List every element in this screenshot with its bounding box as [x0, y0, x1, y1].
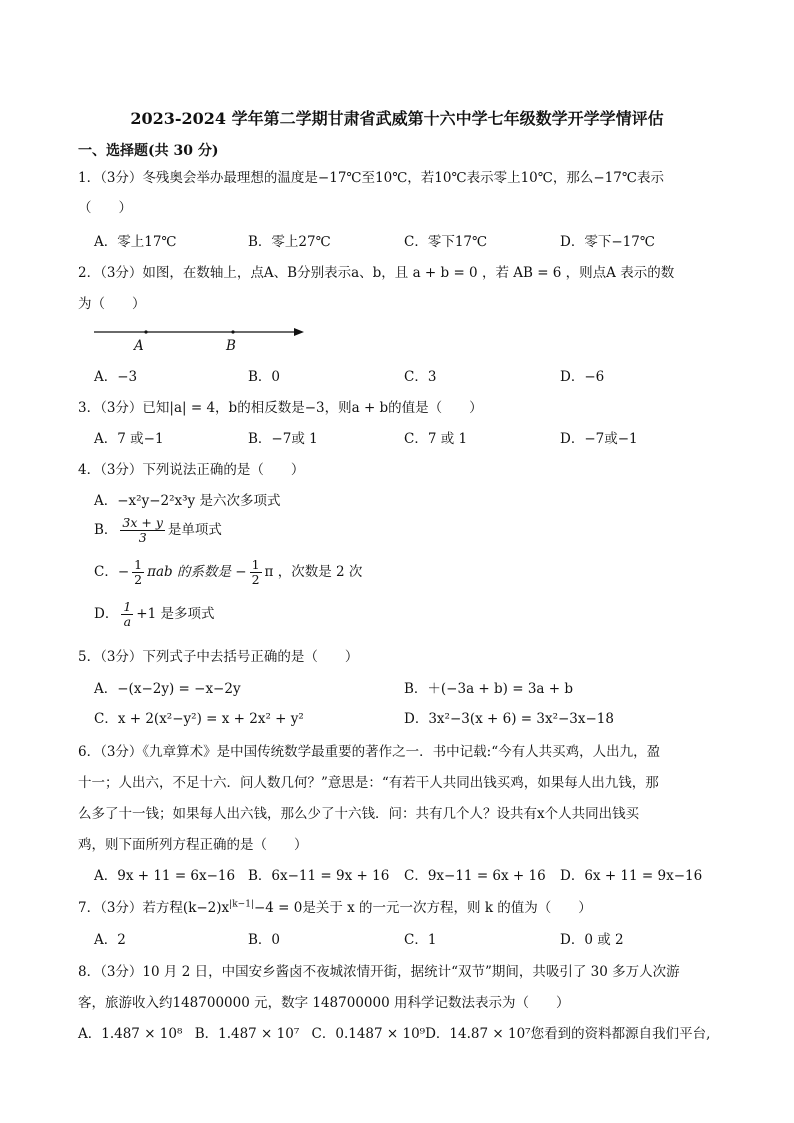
- q4-c-mid: πab 的系数是 −: [147, 564, 247, 580]
- q8-option-a: A．1.487 × 10⁸: [78, 1026, 183, 1042]
- q4-b-numerator: 3x + y: [122, 515, 163, 530]
- q4-b-prefix: B．: [94, 522, 118, 538]
- q8-option-d: D．14.87 × 10⁷: [425, 1026, 531, 1042]
- q7-exponent: |k−1|: [229, 899, 254, 910]
- q4-d-fraction: [121, 600, 133, 629]
- watermark-text: 您看到的资料都源自我们平台,: [530, 1026, 711, 1042]
- q4-c-numerator2: 1: [251, 557, 260, 572]
- q4-d-suffix: +1 是多项式: [136, 606, 215, 622]
- q1-stem: 1．（3分）冬残奥会举办最理想的温度是−17℃至10℃，若10℃表示零上10℃，那么−17℃表示: [78, 170, 664, 186]
- q4-d-prefix: D．: [94, 606, 119, 622]
- q4-option-a: A．−x²y−2²x³y 是六次多项式: [94, 493, 281, 509]
- q6-option-d: D．6x + 11 = 9x−16: [560, 868, 703, 884]
- q6-line-1: 6．（3分）《九章算术》是中国传统数学最重要的著作之一．书中记载:“今有人共买鸡，人出九，盈: [78, 744, 661, 760]
- q4-option-c: [94, 558, 362, 587]
- q7-option-d: D．0 或 2: [560, 932, 624, 948]
- point-b-dot: [231, 330, 234, 333]
- number-line-svg: [94, 322, 314, 358]
- q6-option-b: B．6x−11 = 9x + 16: [248, 868, 390, 884]
- point-b-label: B: [226, 338, 236, 354]
- section-heading: 一、选择题(共 30 分): [78, 143, 219, 159]
- q5-stem: 5．（3分）下列式子中去括号正确的是（ ）: [78, 649, 359, 665]
- q7-stem-a: 7．（3分）若方程(k−2)x: [78, 900, 230, 916]
- q1-blank: （ ）: [78, 200, 132, 216]
- q4-c-numerator: 1: [134, 557, 143, 572]
- q2-stem-cont: 为（ ）: [78, 296, 146, 312]
- arrow-head-icon: [294, 328, 304, 336]
- q3-stem: 3．（3分）已知|a| = 4，b的相反数是−3，则a + b的值是（ ）: [78, 400, 483, 416]
- q6-line-4: 鸡，则下面所列方程正确的是（ ）: [78, 837, 308, 853]
- q3-option-a: A．7 或−1: [94, 431, 164, 447]
- q4-d-denominator: a: [123, 614, 132, 629]
- q4-c-fraction2: [250, 558, 262, 587]
- q4-b-fraction: [120, 516, 165, 545]
- q3-option-d: D．−7或−1: [560, 431, 638, 447]
- q7-option-b: B．0: [248, 932, 281, 948]
- q4-c-prefix: C．−: [94, 564, 130, 580]
- q7-option-a: A．2: [94, 932, 126, 948]
- q4-c-fraction: [132, 558, 144, 587]
- point-a-dot: [144, 330, 147, 333]
- q8-options-row: [78, 1022, 710, 1042]
- q5-option-d: D．3x²−3(x + 6) = 3x²−3x−18: [404, 711, 614, 727]
- q5-option-b: B．＋(−3a + b) = 3a + b: [404, 681, 574, 697]
- q2-stem: 2．（3分）如图，在数轴上，点A、B分别表示a、b，且 a + b = 0 ，若 AB = 6 ，则点A 表示的数: [78, 265, 675, 281]
- q1-option-d: D．零下−17℃: [560, 234, 655, 250]
- q2-option-d: D．−6: [560, 369, 605, 385]
- q4-d-numerator: 1: [123, 599, 132, 614]
- q7-stem-b: −4 = 0是关于 x 的一元一次方程，则 k 的值为（ ）: [253, 900, 592, 916]
- q4-c-denominator: 2: [134, 572, 143, 587]
- number-line-figure: [94, 322, 314, 358]
- point-a-label: A: [134, 338, 144, 354]
- q4-stem: 4．（3分）下列说法正确的是（ ）: [78, 462, 305, 478]
- q4-option-d: [94, 600, 214, 629]
- q8-line-1: 8．（3分）10 月 2 日，中国安乡酱卤不夜城浓情开街，据统计“双节”期间，共吸引了 30 多万人次游: [78, 964, 680, 980]
- q4-b-denominator: 3: [138, 530, 147, 545]
- q8-option-b: B．1.487 × 10⁷: [194, 1026, 300, 1042]
- q8-line-2: 客，旅游收入约148700000 元，数字 148700000 用科学记数法表示为（ ）: [78, 995, 570, 1011]
- q6-option-a: A．9x + 11 = 6x−16: [94, 868, 236, 884]
- q4-b-suffix: 是单项式: [167, 522, 222, 538]
- q2-option-a: A．−3: [94, 369, 138, 385]
- q7-stem: [78, 896, 592, 916]
- q1-option-a: A．零上17℃: [94, 234, 177, 250]
- q6-option-c: C．9x−11 = 6x + 16: [404, 868, 546, 884]
- q1-option-c: C．零下17℃: [404, 234, 488, 250]
- q3-option-c: C．7 或 1: [404, 431, 468, 447]
- q1-option-b: B．零上27℃: [248, 234, 331, 250]
- q6-line-2: 十一；人出六，不足十六．问人数几何？”意思是：“有若干人共同出钱买鸡，如果每人出九钱，那: [78, 775, 659, 791]
- q4-option-b: [94, 516, 222, 545]
- q7-option-c: C．1: [404, 932, 437, 948]
- q2-option-c: C．3: [404, 369, 437, 385]
- q3-option-b: B．−7或 1: [248, 431, 318, 447]
- page-title: 2023-2024 学年第二学期甘肃省武威第十六中学七年级数学开学学情评估: [130, 109, 664, 128]
- q2-option-b: B．0: [248, 369, 281, 385]
- q8-option-c: C．0.1487 × 10⁹: [311, 1026, 426, 1042]
- q5-option-a: A．−(x−2y) = −x−2y: [94, 681, 241, 697]
- q4-c-denominator2: 2: [251, 572, 260, 587]
- q5-option-c: C．x + 2(x²−y²) = x + 2x² + y²: [94, 711, 304, 727]
- q4-c-suffix: π ，次数是 2 次: [264, 564, 363, 580]
- q6-line-3: 么多了十一钱；如果每人出六钱，那么少了十六钱．问：共有几个人？设共有x个人共同出钱买: [78, 806, 640, 822]
